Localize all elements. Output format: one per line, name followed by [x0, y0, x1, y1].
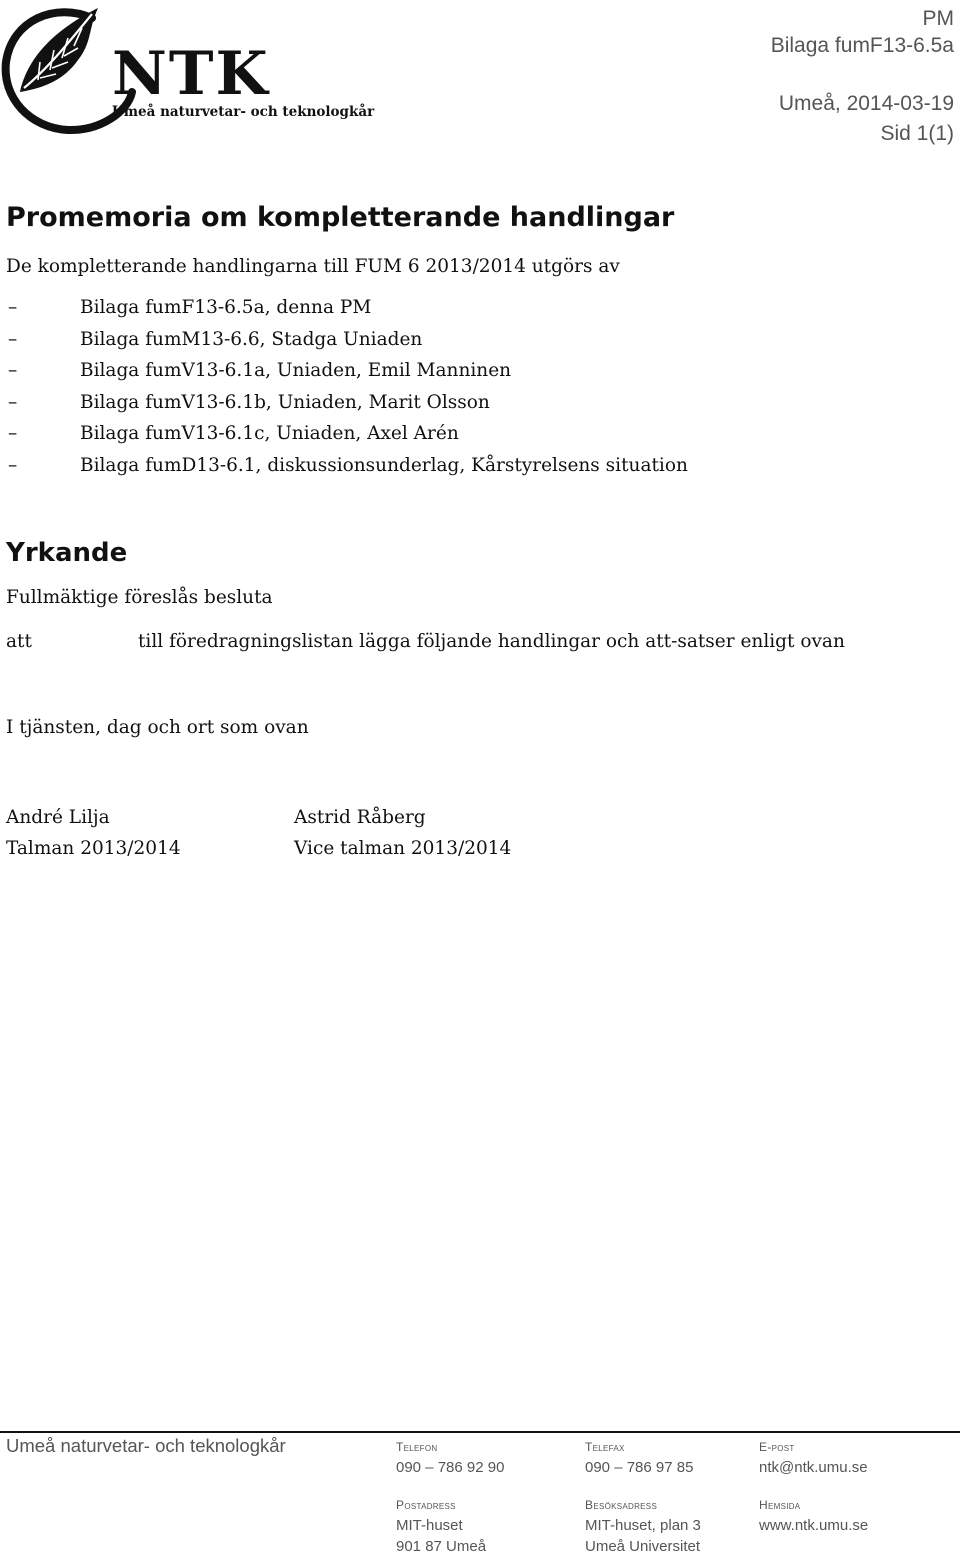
- attachment-text: Bilaga fumF13-6.5a, denna PM: [80, 297, 372, 318]
- footer-label: Hemsida: [759, 1498, 801, 1512]
- signatory-name: André Lilja: [6, 807, 110, 828]
- document-reference: Bilaga fumF13-6.5a: [770, 34, 954, 57]
- footer-web: [759, 1495, 868, 1536]
- document-type: PM: [922, 7, 954, 30]
- visit-line: MIT-huset, plan 3: [585, 1517, 701, 1534]
- signature-block: [6, 802, 181, 864]
- dash-bullet: –: [8, 391, 18, 413]
- signature-block: [294, 802, 511, 864]
- postal-line: MIT-huset: [396, 1517, 463, 1534]
- dash-bullet: –: [8, 297, 18, 318]
- footer-label: E-post: [759, 1440, 795, 1454]
- proposal-intro: Fullmäktige föreslås besluta: [6, 587, 273, 608]
- postal-line: 901 87 Umeå: [396, 1538, 487, 1555]
- logo-subtitle: Umeå naturvetar- och teknologkår: [112, 104, 375, 120]
- attachment-text: Bilaga fumV13-6.1a, Uniaden, Emil Manninen: [80, 360, 512, 381]
- dash-bullet: –: [8, 423, 18, 444]
- service-line: I tjänsten, dag och ort som ovan: [6, 717, 309, 738]
- att-clause: till föredragningslistan lägga följande handlingar och att-satser enligt ovan: [138, 631, 845, 652]
- dash-bullet: –: [8, 454, 18, 476]
- logo-wordmark: NTK: [112, 39, 270, 109]
- footer-label: Besöksadress: [585, 1498, 658, 1512]
- page-title: Promemoria om kompletterande handlingar: [6, 202, 675, 233]
- footer-label: telefon: [396, 1440, 438, 1454]
- visit-line: Umeå Universitet: [585, 1538, 701, 1555]
- footer-postal: [396, 1495, 486, 1557]
- fax-number: 090 – 786 97 85: [585, 1459, 694, 1476]
- intro-text: De kompletterande handlingarna till FUM 6 2013/2014 utgörs av: [6, 256, 620, 277]
- document-date: Umeå, 2014-03-19: [778, 92, 954, 115]
- footer-label: Telefax: [585, 1440, 625, 1454]
- dash-bullet: –: [8, 328, 18, 350]
- footer-fax: [585, 1437, 693, 1478]
- signatory-name: Astrid Råberg: [294, 807, 426, 828]
- phone-number: 090 – 786 92 90: [396, 1459, 505, 1476]
- signatory-role: Vice talman 2013/2014: [294, 838, 512, 859]
- footer-label: Postadress: [396, 1498, 456, 1512]
- footer-organization: Umeå naturvetar- och teknologkår: [6, 1435, 286, 1456]
- page-number: Sid 1(1): [880, 122, 954, 145]
- email-address: ntk@ntk.umu.se: [759, 1459, 868, 1476]
- attachment-text: Bilaga fumD13-6.1, diskussionsunderlag, Kårstyrelsens situation: [80, 454, 688, 476]
- attachment-text: Bilaga fumM13-6.6, Stadga Uniaden: [80, 328, 423, 350]
- footer-phone: [396, 1437, 504, 1478]
- website: www.ntk.umu.se: [759, 1517, 869, 1534]
- signatory-role: Talman 2013/2014: [6, 838, 181, 859]
- section-heading: Yrkande: [6, 538, 128, 568]
- attachment-text: Bilaga fumV13-6.1c, Uniaden, Axel Arén: [80, 423, 459, 444]
- footer-visit: [585, 1495, 701, 1557]
- ntk-logo: [0, 0, 375, 135]
- footer-email: [759, 1437, 868, 1478]
- dash-bullet: –: [8, 360, 18, 381]
- attachment-text: Bilaga fumV13-6.1b, Uniaden, Marit Olsson: [80, 391, 490, 413]
- footer-divider: [0, 1431, 960, 1433]
- att-label: att: [6, 631, 32, 652]
